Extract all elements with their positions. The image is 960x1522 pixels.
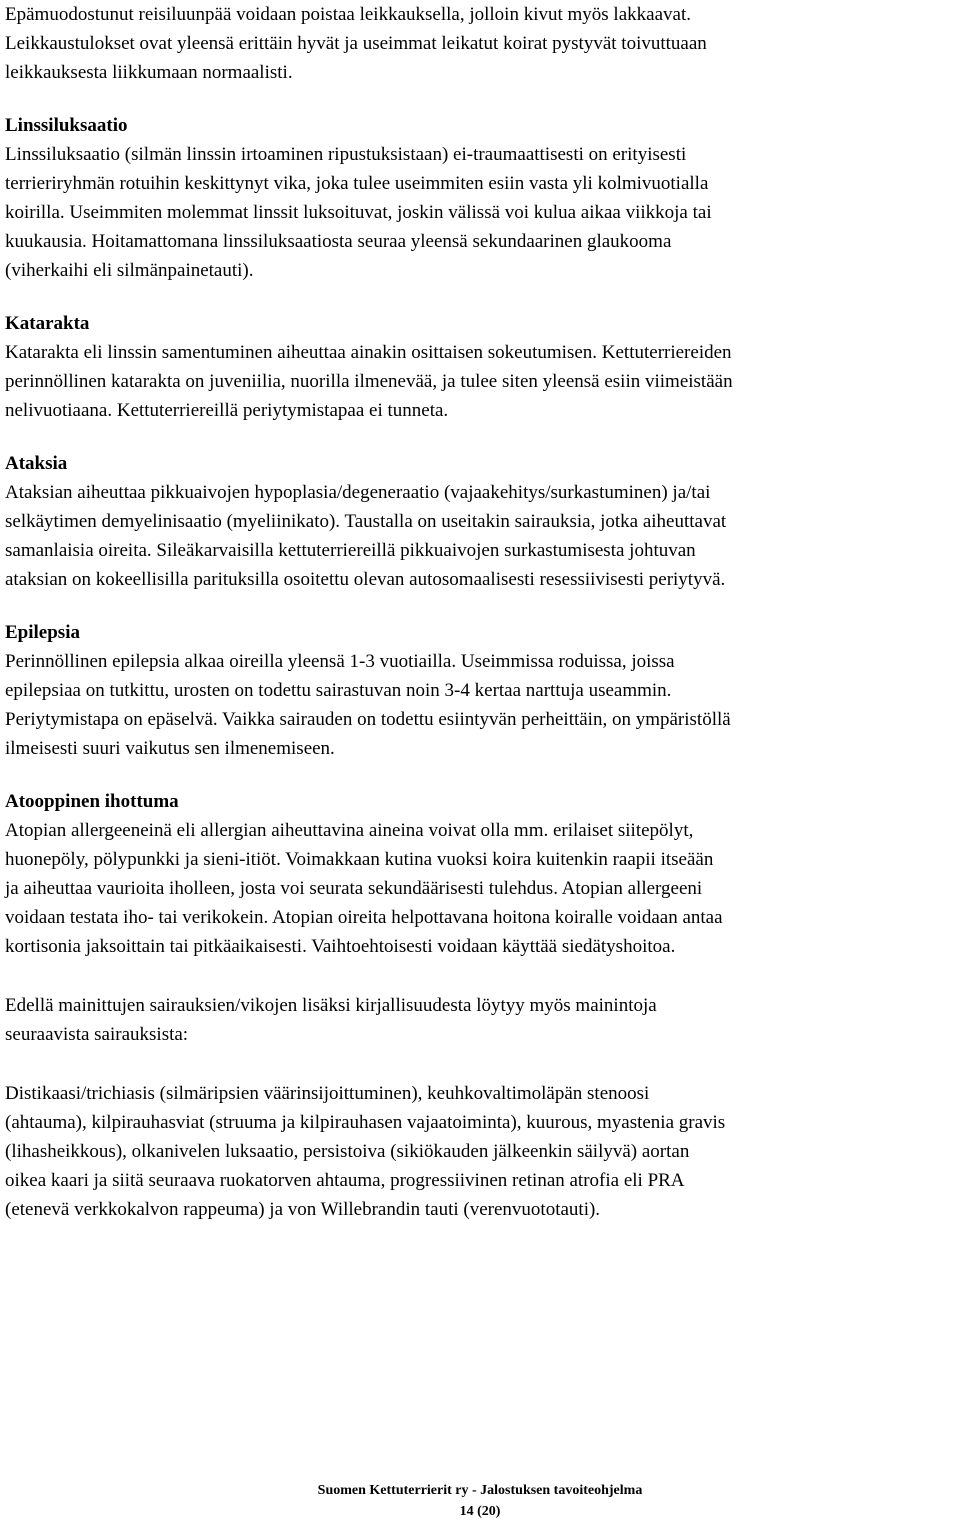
section-body: Atopian allergeeneinä eli allergian aiheuttavina aineina voivat olla mm. erilaiset siitepölyt, huonepöly, pölypunkki ja sieni-itiöt. Voimakkaan kutina vuoksi koira kuitenkin raapii itseään ja aiheuttaa vaurioita iholleen, josta voi seurata sekundäärisesti tulehdus. Atopian allergeeni voidaan testata iho- tai verikokein. Atopian oireita helpottavana hoitona koiralle voidaan antaa kortisonia jaksoittain tai pitkäaikaisesti. Vaihtoehtoisesti voidaan käyttää siedätyshoitoa. — [5, 820, 723, 957]
section-heading: Epilepsia — [5, 622, 80, 643]
section-heading: Ataksia — [5, 453, 68, 474]
section-atooppinen-ihottuma — [5, 787, 955, 961]
section-heading: Katarakta — [5, 313, 90, 334]
section-ataksia — [5, 449, 955, 594]
page-number: 14 (20) — [459, 1504, 501, 1519]
document-page — [5, 0, 955, 1224]
section-heading: Linssiluksaatio — [5, 115, 128, 136]
section-heading: Atooppinen ihottuma — [5, 791, 179, 812]
section-katarakta — [5, 309, 955, 425]
section-linssiluksaatio — [5, 111, 955, 285]
section-body: Ataksian aiheuttaa pikkuaivojen hypoplasia/degeneraatio (vajaakehitys/surkastuminen) ja/tai selkäytimen demyelinisaatio (myeliinikato). Taustalla on useitakin sairauksia, jotka aiheuttavat samanlaisia oireita. Sileäkarvaisilla kettuterriereillä pikkuaivojen surkastumisesta johtuvan ataksian on kokeellisilla parituksilla osoitettu olevan autosomaalisesti resessiivisesti periytyvä. — [5, 482, 727, 590]
page-footer — [0, 1480, 960, 1522]
section-body: Perinnöllinen epilepsia alkaa oireilla yleensä 1-3 vuotiailla. Useimmissa roduissa, joissa epilepsiaa on tutkittu, urosten on todettu sairastuvan noin 3-4 kertaa narttuja useammin. Periytymistapa on epäselvä. Vaikka sairauden on todettu esiintyvän perheittäin, on ympäristöllä ilmeisesti suuri vaikutus sen ilmenemiseen. — [5, 651, 731, 759]
closing-list-paragraph: Distikaasi/trichiasis (silmäripsien väärinsijoittuminen), keuhkovaltimoläpän stenoosi (ahtauma), kilpirauhasviat (struuma ja kilpirauhasen vajaatoiminta), kuurous, myastenia gravis (lihasheikkous), olkanivelen luksaatio, persistoiva (sikiökauden jälkeenkin säilyvä) aortan oikea kaari ja siitä seuraava ruokatorven ahtauma, progressiivinen retinan atrofia eli PRA (etenevä verkkokalvon rappeuma) ja von Willebrandin tauti (verenvuototauti). — [5, 1083, 726, 1220]
footer-title: Suomen Kettuterrierit ry - Jalostuksen tavoiteohjelma — [317, 1483, 643, 1498]
intro-paragraph: Epämuodostunut reisiluunpää voidaan poistaa leikkauksella, jolloin kivut myös lakkaavat. Leikkaustulokset ovat yleensä erittäin hyvät ja useimmat leikatut koirat pystyvät toivuttuaan leikkauksesta liikkumaan normaalisti. — [5, 4, 707, 83]
section-body: Linssiluksaatio (silmän linssin irtoaminen ripustuksistaan) ei-traumaattisesti on erityisesti terrieriryhmän rotuihin keskittynyt vika, joka tulee useimmiten esiin vasta yli kolmivuotialla koirilla. Useimmiten molemmat linssit luksoituvat, joskin välissä voi kulua aikaa viikkoja tai kuukausia. Hoitamattomana linssiluksaatiosta seuraa yleensä sekundaarinen glaukooma (viherkaihi eli silmänpainetauti). — [5, 144, 712, 281]
closing-intro-paragraph: Edellä mainittujen sairauksien/vikojen lisäksi kirjallisuudesta löytyy myös mainintoja seuraavista sairauksista: — [5, 995, 657, 1045]
section-body: Katarakta eli linssin samentuminen aiheuttaa ainakin osittaisen sokeutumisen. Kettuterriereiden perinnöllinen katarakta on juveniilia, nuorilla ilmenevää, ja tulee siten yleensä esiin viimeistään nelivuotiaana. Kettuterriereillä periytymistapaa ei tunneta. — [5, 342, 733, 421]
section-epilepsia — [5, 618, 955, 763]
